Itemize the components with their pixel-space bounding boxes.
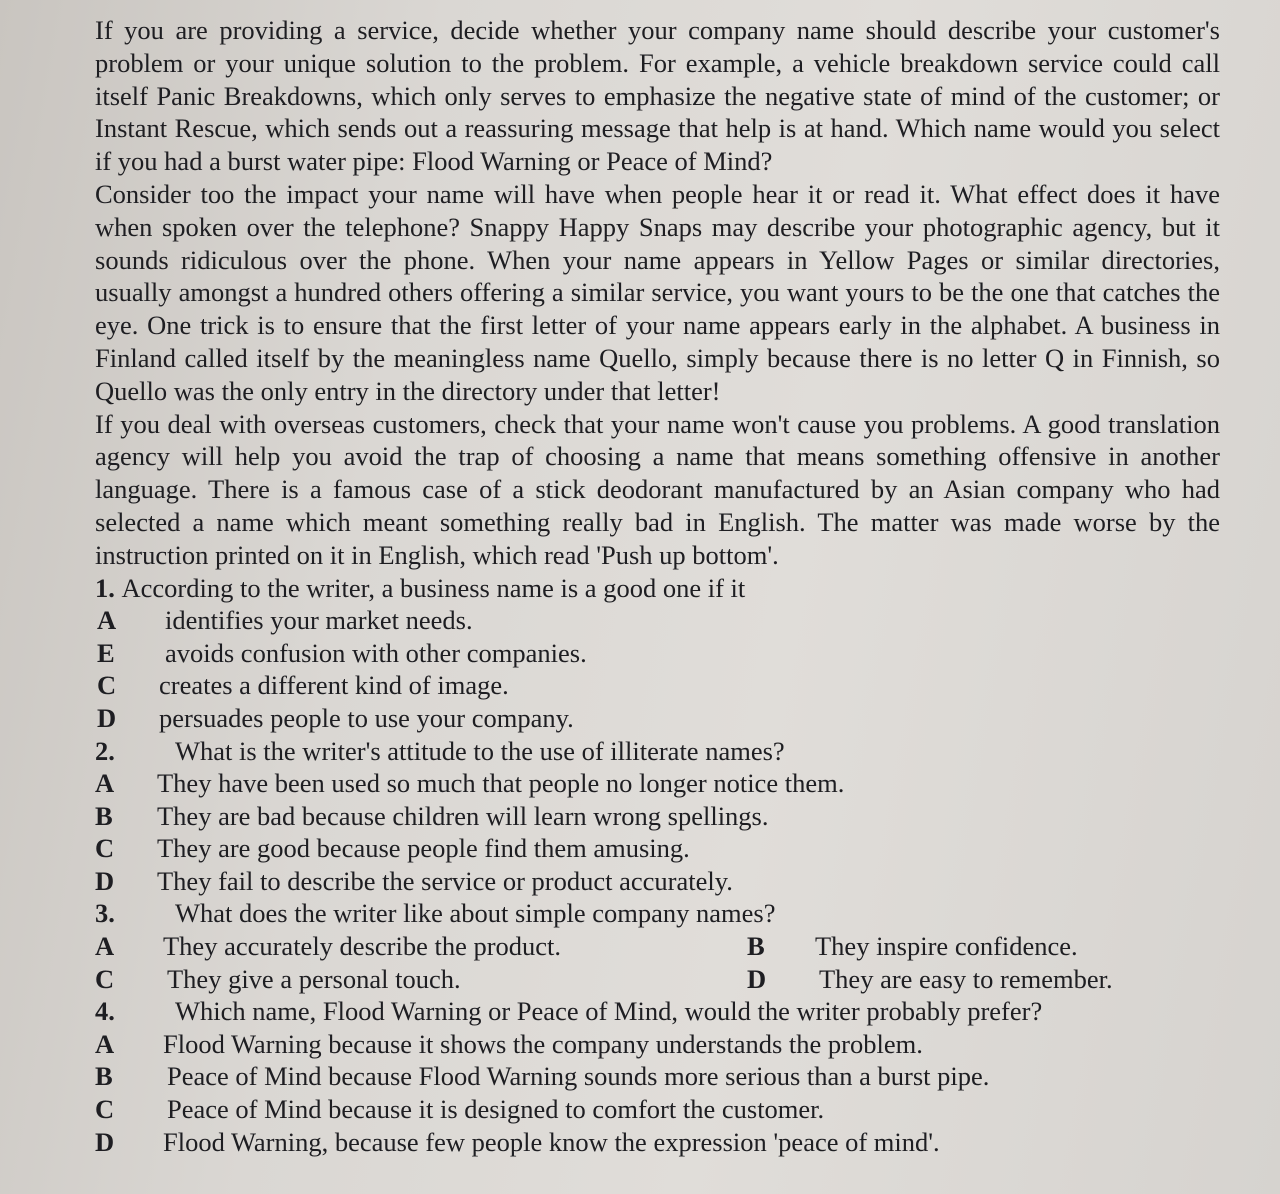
option-letter: D xyxy=(97,702,117,733)
option-letter: A xyxy=(95,931,115,962)
option-row xyxy=(95,800,1220,833)
option-letter: E xyxy=(97,637,115,668)
option-letter: A xyxy=(95,1028,115,1059)
question-2 xyxy=(95,735,1220,898)
option-text: They inspire confidence. xyxy=(815,931,1078,962)
question-number: 4. xyxy=(95,996,115,1027)
option-row xyxy=(95,637,1220,670)
option-letter: B xyxy=(747,931,765,962)
document-page xyxy=(95,14,1220,1158)
option-text: persuades people to use your company. xyxy=(159,702,574,733)
option-row xyxy=(95,1126,1220,1159)
option-row xyxy=(95,1093,1220,1126)
option-letter: D xyxy=(95,1126,115,1157)
passage-paragraph-1: If you are providing a service, decide whether your company name should describe your customer's problem or your unique solution to the problem. For example, a vehicle breakdown service could call itself Panic Breakdowns, which only serves to emphasize the negative state of mind of the customer; or Instant Rescue, which sends out a reassuring message that help is at hand. Which name would you select if you had a burst water pipe: Flood Warning or Peace of Mind? xyxy=(95,15,1220,177)
reading-passage xyxy=(95,14,1220,572)
question-1-stem xyxy=(95,572,1220,605)
option-letter: C xyxy=(97,670,117,701)
option-letter: C xyxy=(95,833,115,864)
question-number: 2. xyxy=(95,735,115,766)
question-3 xyxy=(95,897,1220,995)
passage-paragraph-3: If you deal with overseas customers, check that your name won't cause you problems. A good translation agency will help you avoid the trap of choosing a name that means something offensive in another language. There is a famous case of a stick deodorant manufactured by an Asian company who had selected a name which meant something really bad in English. The matter was made worse by the instruction printed on it in English, which read 'Push up bottom'. xyxy=(95,408,1220,570)
option-text: They are good because people find them amusing. xyxy=(157,833,690,864)
option-text: They accurately describe the product. xyxy=(163,931,562,962)
option-text: identifies your market needs. xyxy=(165,605,473,636)
question-2-stem xyxy=(95,735,1220,768)
option-text: Flood Warning, because few people know the expression 'peace of mind'. xyxy=(163,1126,940,1157)
option-letter: A xyxy=(95,768,115,799)
option xyxy=(95,930,747,963)
option-row xyxy=(95,832,1220,865)
question-number: 1. xyxy=(95,572,115,603)
option-row xyxy=(95,702,1220,735)
option xyxy=(747,963,1113,996)
option-row xyxy=(95,669,1220,702)
option-letter: C xyxy=(95,1094,115,1125)
option xyxy=(95,963,747,996)
option-row-pair xyxy=(95,963,1220,996)
option-letter: B xyxy=(95,800,113,831)
option-row xyxy=(95,1060,1220,1093)
question-1 xyxy=(95,572,1220,735)
option-text: They are easy to remember. xyxy=(819,963,1113,994)
option xyxy=(747,930,1078,963)
option-row xyxy=(95,767,1220,800)
question-text: Which name, Flood Warning or Peace of Mind, would the writer probably prefer? xyxy=(175,996,1043,1027)
question-number: 3. xyxy=(95,898,115,929)
option-letter: D xyxy=(95,865,115,896)
option-row xyxy=(95,865,1220,898)
option-letter: B xyxy=(95,1061,113,1092)
option-text: They fail to describe the service or product accurately. xyxy=(157,865,733,896)
passage-paragraph-2: Consider too the impact your name will have when people hear it or read it. What effect does it have when spoken over the telephone? Snappy Happy Snaps may describe your photographic agency, but it sounds ridiculous over the phone. When your name appears in Yellow Pages or similar directories, usually amongst a hundred others offering a similar service, you want yours to be the one that catches the eye. One trick is to ensure that the first letter of your name appears early in the alphabet. A business in Finland called itself by the meaningless name Quello, simply because there is no letter Q in Finnish, so Quello was the only entry in the directory under that letter! xyxy=(95,178,1220,406)
option-text: creates a different kind of image. xyxy=(159,670,509,701)
question-3-stem xyxy=(95,897,1220,930)
question-text: What is the writer's attitude to the use of illiterate names? xyxy=(175,735,785,766)
question-text: According to the writer, a business name is a good one if it xyxy=(121,572,746,603)
option-text: Peace of Mind because Flood Warning sounds more serious than a burst pipe. xyxy=(167,1061,990,1092)
question-4 xyxy=(95,995,1220,1158)
option-row xyxy=(95,1028,1220,1061)
question-text: What does the writer like about simple company names? xyxy=(175,898,776,929)
option-text: Flood Warning because it shows the company understands the problem. xyxy=(163,1028,923,1059)
option-text: They give a personal touch. xyxy=(167,963,461,994)
option-row-pair xyxy=(95,930,1220,963)
option-letter: D xyxy=(747,963,767,994)
option-text: They have been used so much that people no longer notice them. xyxy=(157,768,845,799)
option-text: avoids confusion with other companies. xyxy=(165,637,587,668)
question-4-stem xyxy=(95,995,1220,1028)
option-letter: A xyxy=(97,605,117,636)
option-text: They are bad because children will learn wrong spellings. xyxy=(157,800,769,831)
option-letter: C xyxy=(95,963,115,994)
option-text: Peace of Mind because it is designed to comfort the customer. xyxy=(167,1094,825,1125)
option-row xyxy=(95,604,1220,637)
